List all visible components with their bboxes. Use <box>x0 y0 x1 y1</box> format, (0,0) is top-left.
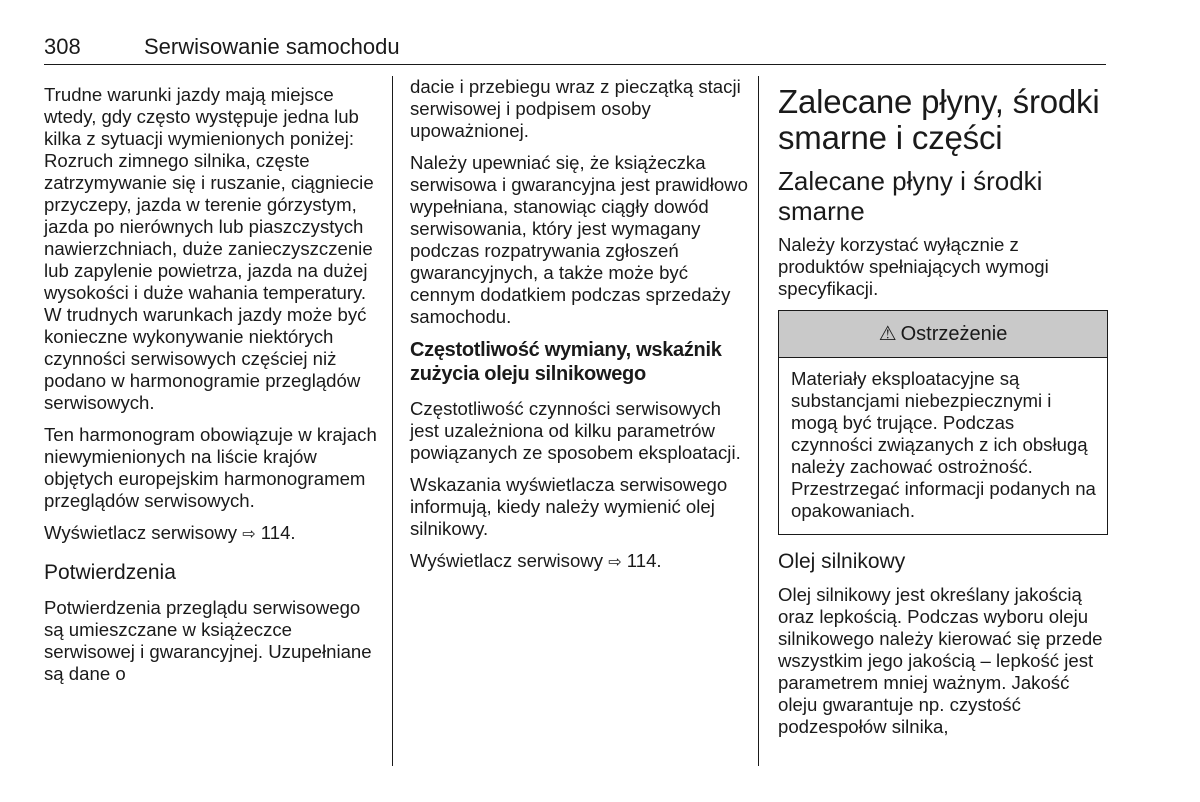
paragraph: dacie i przebiegu wraz z pieczątką stacji serwisowej i podpisem osoby upoważnionej. <box>410 76 741 141</box>
paragraph: Olej silnikowy jest określany jakością oraz lepkością. Podczas wyboru oleju silnikowego należy kierować się przede wszystkim jego jakością – lepkość jest parametrem mniej ważnym. Jakość oleju gwarantuje np. czystość podzespołów silnika, <box>778 584 1103 737</box>
section-title: Zalecane płyny i środki smarne <box>778 166 1043 226</box>
reference-text: Wyświetlacz serwisowy <box>44 522 238 543</box>
reference-page: 114. <box>260 522 296 543</box>
paragraph: Wskazania wyświetlacza serwisowego informują, kiedy należy wymienić olej silnikowy. <box>410 474 728 539</box>
running-title: Serwisowanie samochodu <box>144 34 400 59</box>
page-number: 308 <box>44 34 81 59</box>
cross-reference[interactable] <box>410 550 755 574</box>
column-divider-1 <box>392 76 393 766</box>
warning-text: Materiały eksploatacyjne są substancjami niebezpiecznymi i mogą być trujące. Podczas czynności związanych z ich obsługą należy zachować ostrożność. Przestrzegać informacji podanych na opakowaniach. <box>791 368 1096 521</box>
reference-arrow-icon: ⇨ <box>242 526 256 543</box>
warning-header <box>779 311 1107 358</box>
paragraph: Trudne warunki jazdy mają miejsce wtedy, gdy często występuje jedna lub kilka z sytuacji wymienionych poniżej: Rozruch zimnego silnika, częste zatrzymywanie się i ruszanie, ciągniecie przyczepy, jazda w terenie górzystym, jazda po nierównych lub piaszczystych nawierzchniach, duże zanieczyszczenie lub zapylenie powietrza, jazda na dużej wysokości i duże wahania temperatury. W trudnych warunkach jazdy może być konieczne wykonywanie niektórych czynności serwisowych częściej niż podano w harmonogramie przeglądów serwisowych. <box>44 84 374 413</box>
warning-triangle-icon: ⚠ <box>878 323 897 345</box>
paragraph: Częstotliwość czynności serwisowych jest uzależniona od kilku parametrów powiązanych ze sposobem eksploatacji. <box>410 398 741 463</box>
section-heading: Potwierdzenia <box>44 561 176 584</box>
header-rule <box>44 64 1106 65</box>
chapter-title: Zalecane płyny, środki smarne i części <box>778 83 1100 156</box>
column-3 <box>778 84 1108 748</box>
warning-box <box>778 310 1108 535</box>
column-2 <box>410 76 755 584</box>
paragraph: Potwierdzenia przeglądu serwisowego są umieszczane w książeczce serwisowej i gwarancyjnej. Uzupełniane są dane o <box>44 597 372 684</box>
column-divider-2 <box>758 76 759 766</box>
reference-page: 114. <box>626 550 662 571</box>
section-heading: Częstotliwość wymiany, wskaźnik zużycia oleju silnikowego <box>410 339 722 385</box>
column-1 <box>44 84 384 695</box>
cross-reference[interactable] <box>44 522 384 546</box>
paragraph: Należy upewniać się, że książeczka serwisowa i gwarancyjna jest prawidłowo wypełniana, stanowiąc ciągły dowód serwisowania, który jest wymagany podczas rozpatrywania zgłoszeń gwarancyjnych, a także może być cennym dodatkiem podczas sprzedaży samochodu. <box>410 152 748 327</box>
section-heading: Olej silnikowy <box>778 550 906 573</box>
page-header <box>44 34 1106 64</box>
reference-text: Wyświetlacz serwisowy <box>410 550 604 571</box>
reference-arrow-icon: ⇨ <box>608 554 622 571</box>
paragraph: Należy korzystać wyłącznie z produktów spełniających wymogi specyfikacji. <box>778 234 1049 299</box>
warning-title: Ostrzeżenie <box>900 323 1008 345</box>
paragraph: Ten harmonogram obowiązuje w krajach niewymienionych na liście krajów objętych europejskim harmonogramem przeglądów serwisowych. <box>44 424 377 511</box>
